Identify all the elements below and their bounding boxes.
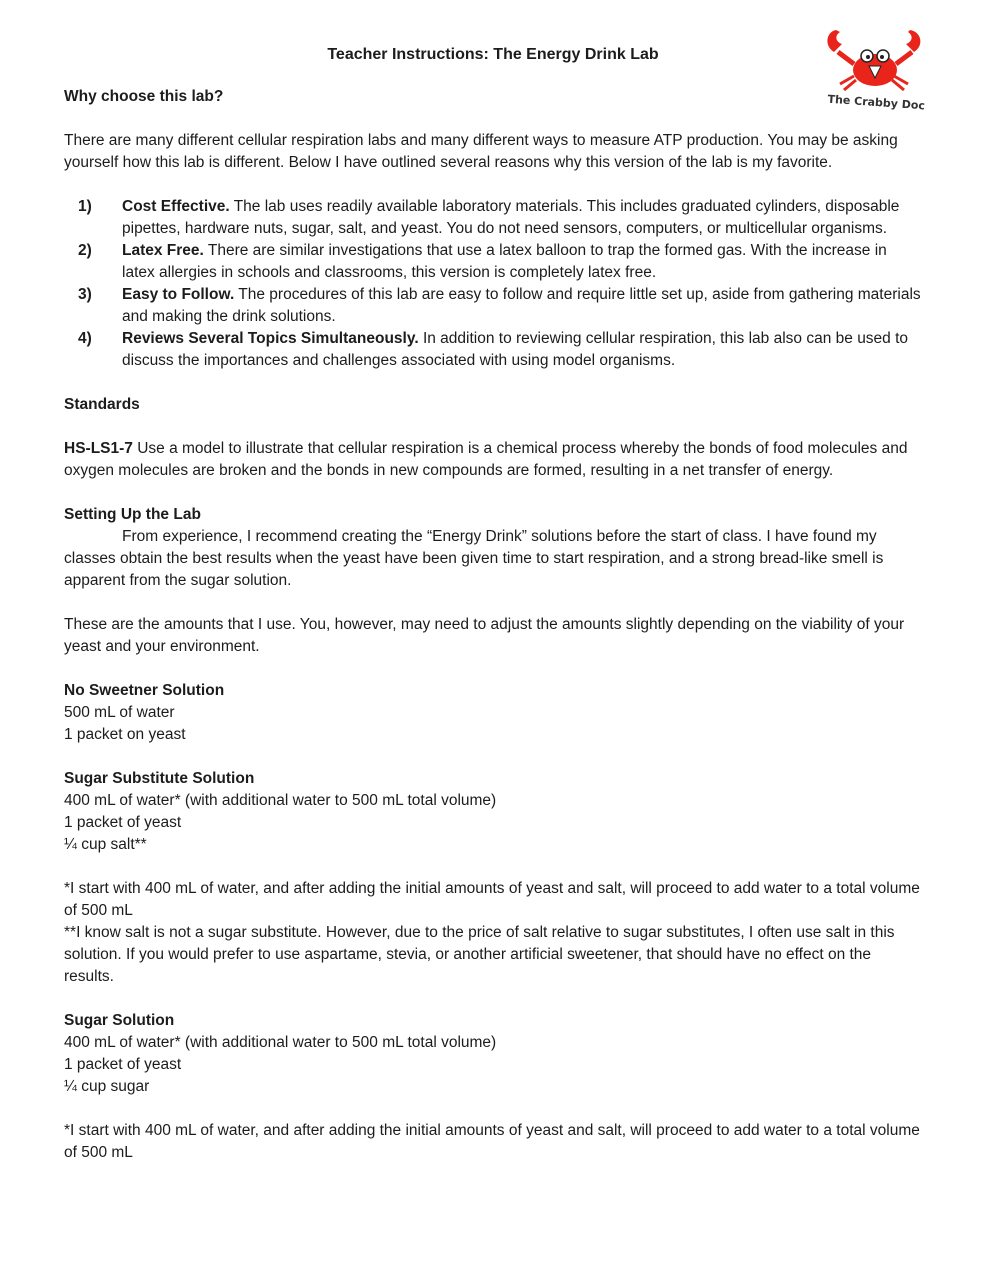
footnote: *I start with 400 mL of water, and after adding the initial amounts of yeast and salt, will proceed to add water to a total volume of 500 mL — [64, 1122, 920, 1161]
page-title: Teacher Instructions: The Energy Drink Lab — [327, 46, 659, 63]
list-item — [64, 328, 922, 372]
reason-title: Reviews Several Topics Simultaneously. — [122, 330, 419, 347]
recipe-line: 1 packet of yeast — [64, 814, 182, 831]
why-intro: There are many different cellular respiration labs and many different ways to measure ATP production. You may be asking yourself how this lab is different. Below I have outlined several reasons why this version of the lab is my favorite. — [64, 132, 898, 171]
recipe-line: ¼ cup sugar — [64, 1078, 150, 1095]
setup-paragraph-2: These are the amounts that I use. You, however, may need to adjust the amounts slightly depending on the viability of your yeast and your environment. — [64, 616, 905, 655]
footnote: **I know salt is not a sugar substitute. However, due to the price of salt relative to sugar substitutes, I often use salt in this solution. If you would prefer to use aspartame, stevia, or another artificial sweetener, that should have no effect on the results. — [64, 924, 895, 985]
standard-code: HS-LS1-7 — [64, 440, 133, 457]
list-number: 2) — [78, 242, 92, 259]
document-page — [64, 44, 922, 1164]
list-number: 3) — [78, 286, 92, 303]
recipe-line: 1 packet of yeast — [64, 1056, 182, 1073]
list-item — [64, 284, 922, 328]
reason-text: The lab uses readily available laboratory materials. This includes graduated cylinders, disposable pipettes, hardware nuts, sugar, salt, and yeast. You do not need sensors, computers, or multicellular organisms. — [122, 198, 900, 237]
list-item — [64, 240, 922, 284]
reason-text: There are similar investigations that use a latex balloon to trap the formed gas. With the increase in latex allergies in schools and classrooms, this version is completely latex free. — [122, 242, 887, 281]
standard-text — [64, 438, 922, 482]
reason-title: Latex Free. — [122, 242, 204, 259]
setup-paragraph-1: From experience, I recommend creating the “Energy Drink” solutions before the start of class. I have found my classes obtain the best results when the yeast have been given time to start respiration, and a strong bread-like smell is apparent from the sugar solution. — [64, 528, 884, 589]
reasons-list — [64, 196, 922, 372]
reason-title: Easy to Follow. — [122, 286, 235, 303]
recipe-line: 500 mL of water — [64, 704, 175, 721]
recipe-line: ¼ cup salt** — [64, 836, 147, 853]
list-number: 4) — [78, 330, 92, 347]
list-number: 1) — [78, 198, 92, 215]
footnote: *I start with 400 mL of water, and after adding the initial amounts of yeast and salt, will proceed to add water to a total volume of 500 mL — [64, 880, 920, 919]
recipe-line: 400 mL of water* (with additional water to 500 mL total volume) — [64, 1034, 497, 1051]
list-item — [64, 196, 922, 240]
standards-heading: Standards — [64, 396, 140, 413]
recipe-line: 400 mL of water* (with additional water to 500 mL total volume) — [64, 792, 497, 809]
reason-text: In addition to reviewing cellular respiration, this lab also can be used to discuss the importances and challenges associated with using model organisms. — [122, 330, 909, 369]
standard-description: Use a model to illustrate that cellular respiration is a chemical process whereby the bonds of food molecules and oxygen molecules are broken and the bonds in new compounds are formed, resulting in a net transfer of energy. — [64, 440, 908, 479]
why-heading: Why choose this lab? — [64, 88, 224, 105]
no-sweetener-heading: No Sweetner Solution — [64, 682, 225, 699]
logo-text: The Crabby Doc — [827, 92, 926, 113]
sugar-substitute-heading: Sugar Substitute Solution — [64, 770, 255, 787]
reason-title: Cost Effective. — [122, 198, 230, 215]
setup-heading: Setting Up the Lab — [64, 506, 201, 523]
sugar-heading: Sugar Solution — [64, 1012, 175, 1029]
recipe-line: 1 packet on yeast — [64, 726, 186, 743]
reason-text: The procedures of this lab are easy to follow and require little set up, aside from gathering materials and making the drink solutions. — [122, 286, 921, 325]
